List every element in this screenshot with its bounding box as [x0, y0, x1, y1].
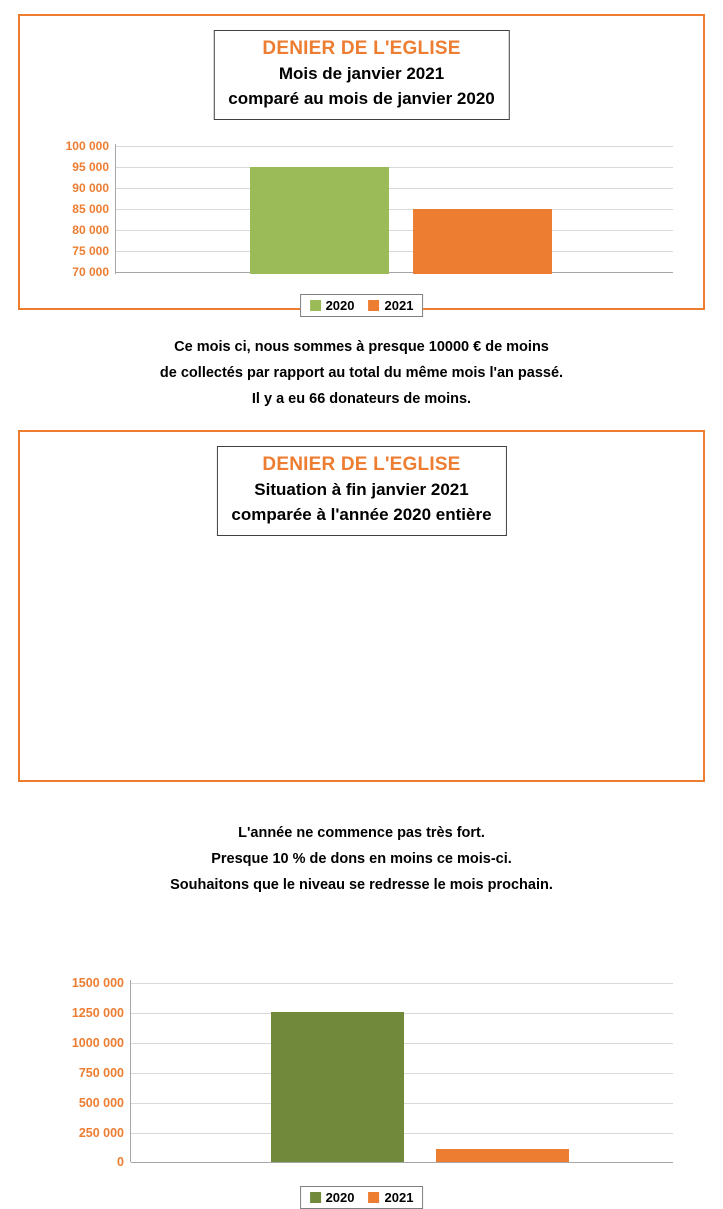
legend-item-2020[interactable] [310, 298, 355, 313]
grid-area-1 [115, 144, 673, 274]
plot-area-2 [20, 976, 703, 1169]
caption-line: de collectés par rapport au total du même mois l'an passé. [159, 365, 564, 381]
chart-title-main-1: DENIER DE L'EGLISE [262, 38, 461, 59]
legend-swatch-icon [369, 300, 380, 311]
legend-swatch-icon [310, 300, 321, 311]
y-tick-2-2: 1000 000 [71, 1036, 124, 1050]
y-tick-1-0: 100 000 [65, 139, 109, 153]
chart-legend-1 [300, 294, 424, 317]
caption-monthly [0, 334, 723, 412]
legend-item-2021[interactable] [369, 298, 414, 313]
gridline [116, 230, 673, 231]
chart-subtitle-line1-2: Situation à fin janvier 2021 [254, 480, 469, 499]
caption-line: Presque 10 % de dons en moins ce mois-ci. [211, 851, 512, 867]
gridline-baseline [116, 272, 673, 273]
y-tick-2-6: 0 [117, 1155, 124, 1169]
chart-legend-2 [300, 1186, 424, 1209]
y-tick-1-3: 85 000 [72, 202, 109, 216]
y-tick-1-2: 90 000 [72, 181, 109, 195]
y-tick-1-4: 80 000 [72, 223, 109, 237]
legend-label-2021: 2021 [384, 1190, 414, 1205]
y-axis-labels-1 [20, 139, 115, 279]
caption-line: Ce mois ci, nous sommes à presque 10000 € de moins [174, 339, 549, 355]
y-axis-labels-2 [20, 976, 130, 1169]
caption-line: L'année ne commence pas très fort. [238, 825, 485, 841]
chart-panel-monthly [18, 14, 705, 313]
gridline [116, 167, 673, 168]
chart-subtitle-line2-1: comparé au mois de janvier 2020 [228, 89, 495, 108]
chart-subtitle-line2-2: comparée à l'année 2020 entière [231, 505, 492, 524]
y-tick-2-1: 1250 000 [71, 1006, 124, 1020]
y-tick-1-5: 75 000 [72, 244, 109, 258]
gridline [116, 209, 673, 210]
y-tick-1-6: 70 000 [72, 265, 109, 279]
chart-title-main-2: DENIER DE L'EGLISE [262, 454, 461, 475]
y-tick-2-5: 250 000 [78, 1126, 124, 1140]
y-tick-2-4: 500 000 [78, 1096, 124, 1110]
legend-label-2020: 2020 [325, 298, 355, 313]
caption-line: Souhaitons que le niveau se redresse le mois prochain. [170, 877, 553, 893]
bar-2020-yearly [271, 1012, 404, 1162]
legend-item-2021[interactable] [369, 1190, 414, 1205]
chart-title-box-2 [216, 446, 506, 536]
bar-2021-monthly [413, 209, 552, 274]
legend-label-2021: 2021 [384, 298, 414, 313]
legend-label-2020: 2020 [325, 1190, 355, 1205]
bar-2020-monthly [250, 167, 389, 274]
y-tick-1-1: 95 000 [72, 160, 109, 174]
y-tick-2-3: 750 000 [78, 1066, 124, 1080]
gridline [131, 983, 673, 984]
legend-swatch-icon [369, 1192, 380, 1203]
plot-area-1 [20, 139, 703, 279]
bar-2021-yearly [436, 1149, 569, 1162]
gridline [116, 146, 673, 147]
legend-swatch-icon [310, 1192, 321, 1203]
caption-yearly [0, 820, 723, 898]
gridline [116, 251, 673, 252]
grid-area-2 [130, 980, 673, 1162]
gridline [116, 188, 673, 189]
y-tick-2-0: 1500 000 [71, 976, 124, 990]
chart-subtitle-line1-1: Mois de janvier 2021 [278, 64, 445, 83]
gridline-baseline [131, 1162, 673, 1163]
caption-line: Il y a eu 66 donateurs de moins. [251, 391, 472, 407]
legend-item-2020[interactable] [310, 1190, 355, 1205]
chart-title-box-1 [213, 30, 509, 120]
